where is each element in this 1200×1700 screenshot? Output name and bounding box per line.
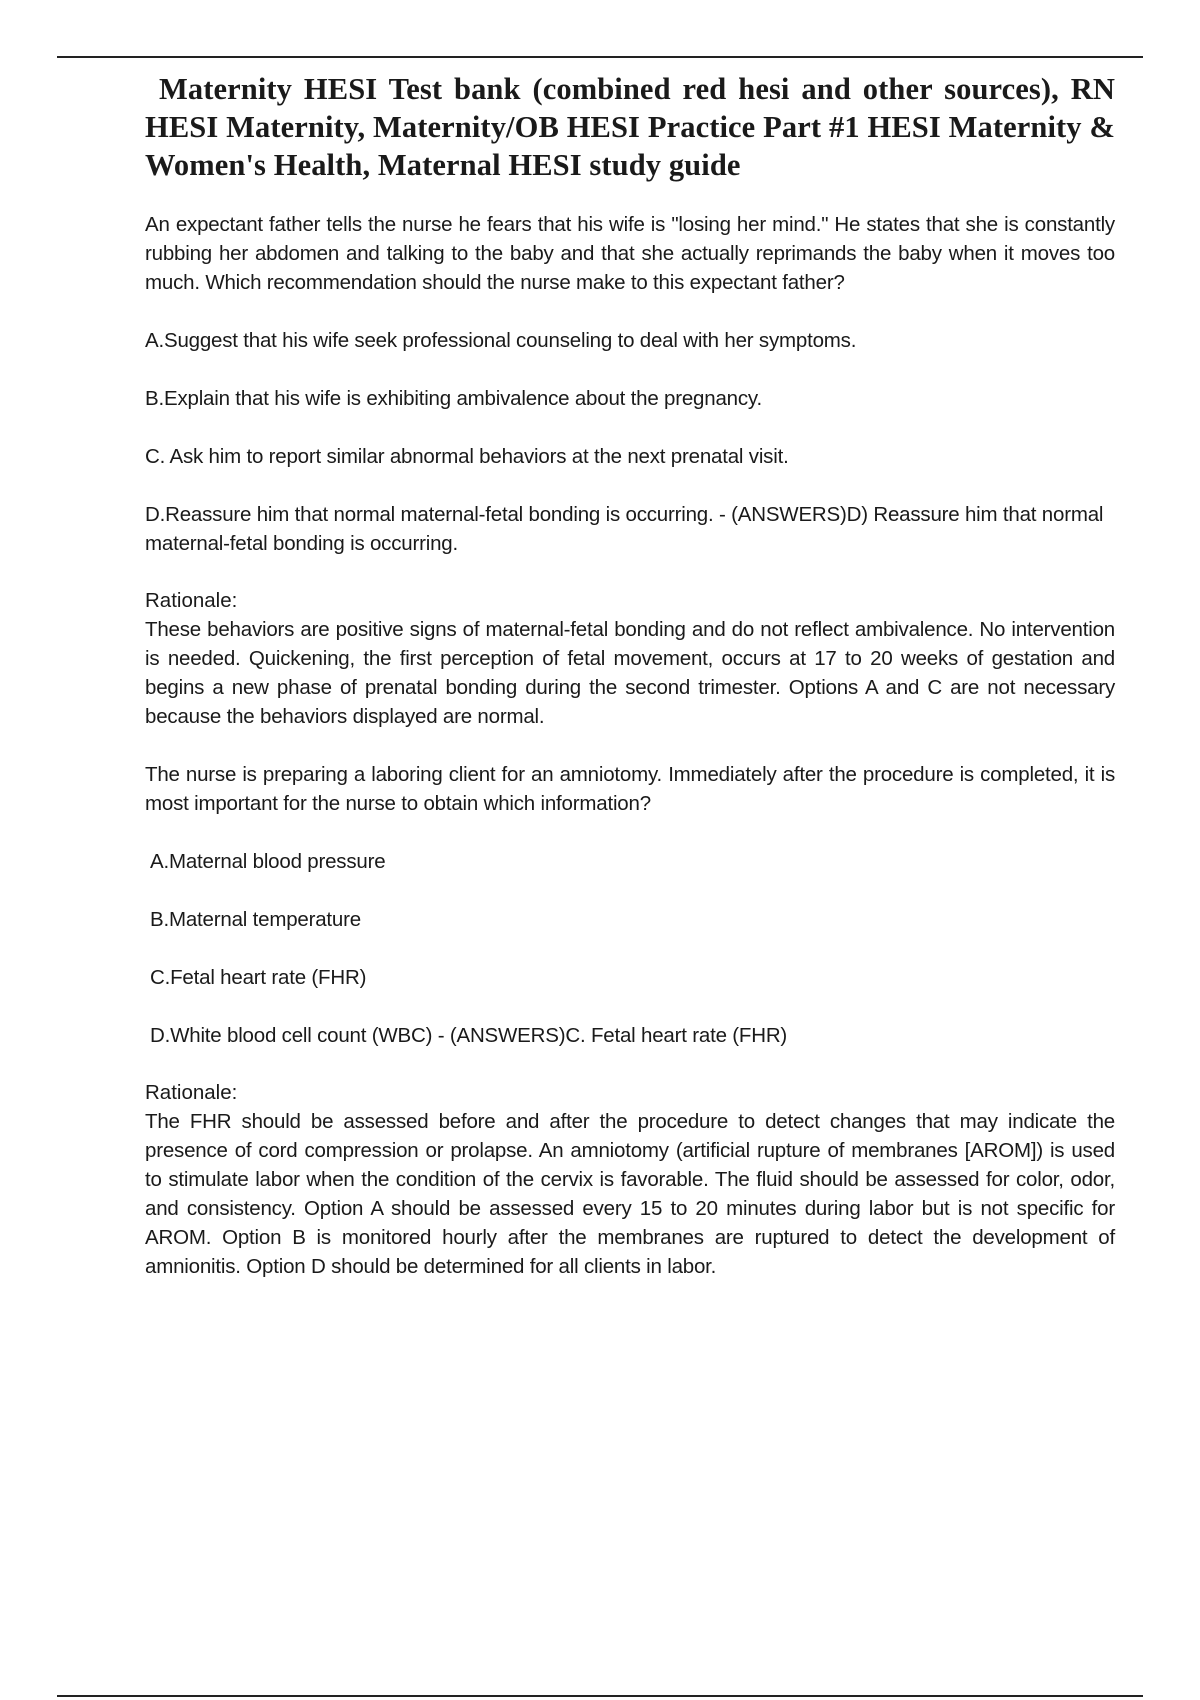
document-title: Maternity HESI Test bank (combined red hesi and other sources), RN HESI Maternity, Maternity/OB HESI Practice Part #1 HESI Maternity & Women's Health, Maternal HESI study guide — [145, 72, 1115, 182]
question-2-rationale-label: Rationale: — [145, 1081, 238, 1104]
question-2-option-a: A.Maternal blood pressure — [150, 850, 386, 873]
question-1-option-b: B.Explain that his wife is exhibiting ambivalence about the pregnancy. — [145, 387, 762, 410]
question-1 — [145, 210, 1115, 731]
top-rule — [57, 56, 1143, 58]
question-1-rationale-label: Rationale: — [145, 589, 238, 612]
question-2 — [145, 760, 1115, 1281]
question-2-option-d-answer: D.White blood cell count (WBC) - (ANSWERS)C. Fetal heart rate (FHR) — [150, 1024, 788, 1047]
question-1-stem: An expectant father tells the nurse he fears that his wife is "losing her mind." He states that she is constantly rubbing her abdomen and talking to the baby and that she actually reprimands the baby when it moves too much. Which recommendation should the nurse make to this expectant father? — [145, 213, 1115, 294]
question-2-option-c: C.Fetal heart rate (FHR) — [150, 966, 367, 989]
bottom-rule — [57, 1695, 1143, 1697]
question-2-option-b: B.Maternal temperature — [150, 908, 361, 931]
document-body — [145, 70, 1115, 1281]
question-1-option-a: A.Suggest that his wife seek professional counseling to deal with her symptoms. — [145, 329, 857, 352]
question-2-rationale: The FHR should be assessed before and after the procedure to detect changes that may indicate the presence of cord compression or prolapse. An amniotomy (artificial rupture of membranes [AROM]) is used to stimulate labor when the condition of the cervix is favorable. The fluid should be assessed for color, odor, and consistency. Option A should be assessed every 15 to 20 minutes during labor but is not specific for AROM. Option B is monitored hourly after the membranes are ruptured to detect the development of amnionitis. Option D should be determined for all clients in labor. — [145, 1110, 1115, 1278]
question-2-stem: The nurse is preparing a laboring client for an amniotomy. Immediately after the procedure is completed, it is most important for the nurse to obtain which information? — [145, 763, 1115, 815]
question-1-option-d-answer: D.Reassure him that normal maternal-fetal bonding is occurring. - (ANSWERS)D) Reassure him that normal maternal-fetal bonding is occurring. — [145, 503, 1104, 555]
question-1-option-c: C. Ask him to report similar abnormal behaviors at the next prenatal visit. — [145, 445, 789, 468]
question-1-rationale: These behaviors are positive signs of maternal-fetal bonding and do not reflect ambivalence. No intervention is needed. Quickening, the first perception of fetal movement, occurs at 17 to 20 weeks of gestation and begins a new phase of prenatal bonding during the second trimester. Options A and C are not necessary because the behaviors displayed are normal. — [145, 618, 1115, 728]
